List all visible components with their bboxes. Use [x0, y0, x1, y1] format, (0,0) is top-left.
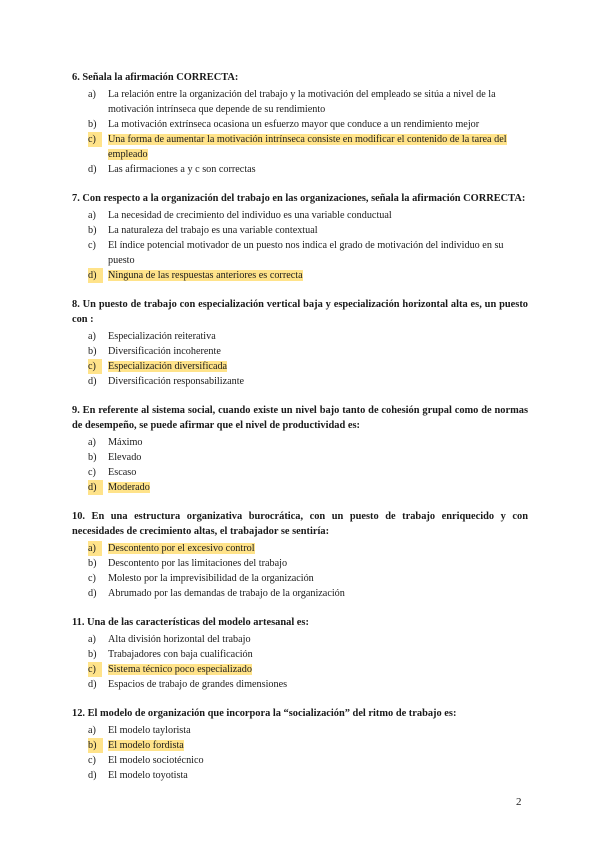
option-text: Molesto por la imprevisibilidad de la organización [108, 573, 314, 584]
option-text: Alta división horizontal del trabajo [108, 634, 251, 645]
option-b [72, 450, 528, 465]
option-text: Abrumado por las demandas de trabajo de la organización [108, 588, 345, 599]
question-7 [72, 191, 528, 283]
question-12 [72, 706, 528, 783]
option-text: Máximo [108, 437, 143, 448]
option-text: Una forma de aumentar la motivación intrínseca consiste en modificar el contenido de la tarea del empleado [108, 134, 507, 160]
page-number: 2 [516, 796, 522, 808]
option-letter: c) [88, 573, 96, 584]
option-a [72, 723, 528, 738]
option-letter: c) [88, 359, 102, 374]
option-d [72, 586, 528, 601]
option-letter: d) [88, 376, 97, 387]
question-9 [72, 403, 528, 495]
question-title: 12. El modelo de organización que incorpora la “socialización” del ritmo de trabajo es: [72, 708, 457, 719]
question-title: 7. Con respecto a la organización del trabajo en las organizaciones, señala la afirmación CORRECTA: [72, 193, 526, 204]
option-c [72, 238, 528, 268]
option-letter: d) [88, 679, 97, 690]
option-text: Elevado [108, 452, 142, 463]
option-d-correct [72, 268, 528, 283]
option-list [72, 541, 528, 601]
option-c-correct [72, 662, 528, 677]
option-text: El modelo fordista [108, 740, 184, 751]
option-text: Ninguna de las respuestas anteriores es correcta [108, 270, 303, 281]
option-letter: a) [88, 210, 96, 221]
option-list [72, 435, 528, 495]
option-letter: b) [88, 119, 97, 130]
option-text: Diversificación responsabilizante [108, 376, 245, 387]
option-d [72, 677, 528, 692]
option-b [72, 223, 528, 238]
option-list [72, 723, 528, 783]
question-6 [72, 70, 528, 177]
question-title: 11. Una de las características del modelo artesanal es: [72, 617, 309, 628]
option-text: La naturaleza del trabajo es una variable contextual [108, 225, 318, 236]
option-text: Diversificación incoherente [108, 346, 221, 357]
question-title: 9. En referente al sistema social, cuando existe un nivel bajo tanto de cohesión grupal como de normas de desempeño, se puede afirmar que el nivel de productividad es: [72, 405, 528, 431]
option-d [72, 162, 528, 177]
option-letter: c) [88, 662, 102, 677]
option-c [72, 465, 528, 480]
option-letter: c) [88, 755, 96, 766]
option-b [72, 117, 528, 132]
option-letter: a) [88, 89, 96, 100]
option-a [72, 329, 528, 344]
option-letter: d) [88, 588, 97, 599]
option-c [72, 753, 528, 768]
option-text: La motivación extrínseca ocasiona un esfuerzo mayor que conduce a un rendimiento mejor [108, 119, 480, 130]
option-c [72, 571, 528, 586]
option-d [72, 768, 528, 783]
option-text: Escaso [108, 467, 137, 478]
option-a [72, 632, 528, 647]
option-text: El modelo taylorista [108, 725, 191, 736]
option-list [72, 208, 528, 283]
option-list [72, 632, 528, 692]
option-text: Descontento por el excesivo control [108, 543, 255, 554]
option-letter: c) [88, 467, 96, 478]
option-d [72, 374, 528, 389]
option-text: Trabajadores con baja cualificación [108, 649, 253, 660]
option-b [72, 647, 528, 662]
question-title: 8. Un puesto de trabajo con especialización vertical baja y especialización horizontal alta es, un puesto con : [72, 299, 528, 325]
question-11 [72, 615, 528, 692]
option-list [72, 87, 528, 177]
option-c-correct [72, 359, 528, 374]
option-letter: a) [88, 634, 96, 645]
option-letter: c) [88, 132, 102, 147]
option-c-correct [72, 132, 528, 162]
option-letter: a) [88, 725, 96, 736]
option-text: Las afirmaciones a y c son correctas [108, 164, 256, 175]
option-text: El modelo sociotécnico [108, 755, 204, 766]
option-letter: a) [88, 331, 96, 342]
option-text: Sistema técnico poco especializado [108, 664, 252, 675]
option-letter: d) [88, 480, 103, 495]
document-page [72, 70, 528, 783]
question-8 [72, 297, 528, 389]
option-text: El índice potencial motivador de un puesto nos indica el grado de motivación del individuo en su puesto [108, 240, 504, 266]
option-d-correct [72, 480, 528, 495]
question-title: 10. En una estructura organizativa burocrática, con un puesto de trabajo enriquecido y con necesidades de crecimiento altas, el trabajador se sentiría: [72, 511, 528, 537]
option-a [72, 435, 528, 450]
option-letter: a) [88, 437, 96, 448]
option-letter: d) [88, 164, 97, 175]
option-text: Espacios de trabajo de grandes dimensiones [108, 679, 288, 690]
option-b [72, 344, 528, 359]
option-letter: d) [88, 770, 97, 781]
option-letter: a) [88, 541, 102, 556]
option-text: Especialización diversificada [108, 361, 228, 372]
option-a [72, 208, 528, 223]
option-b [72, 556, 528, 571]
option-letter: b) [88, 225, 97, 236]
option-a [72, 87, 528, 117]
option-letter: b) [88, 649, 97, 660]
question-10 [72, 509, 528, 601]
option-letter: c) [88, 240, 96, 251]
option-letter: b) [88, 738, 103, 753]
option-text: La relación entre la organización del trabajo y la motivación del empleado se sitúa a nivel de la motivación intrínseca que depende de su rendimiento [108, 89, 496, 115]
option-text: Descontento por las limitaciones del trabajo [108, 558, 288, 569]
option-text: Especialización reiterativa [108, 331, 216, 342]
option-text: Moderado [108, 482, 150, 493]
option-text: El modelo toyotista [108, 770, 188, 781]
option-text: La necesidad de crecimiento del individuo es una variable conductual [108, 210, 392, 221]
option-letter: b) [88, 346, 97, 357]
option-letter: b) [88, 452, 97, 463]
option-letter: b) [88, 558, 97, 569]
option-b-correct [72, 738, 528, 753]
option-a-correct [72, 541, 528, 556]
option-letter: d) [88, 268, 103, 283]
question-title: 6. Señala la afirmación CORRECTA: [72, 72, 239, 83]
option-list [72, 329, 528, 389]
